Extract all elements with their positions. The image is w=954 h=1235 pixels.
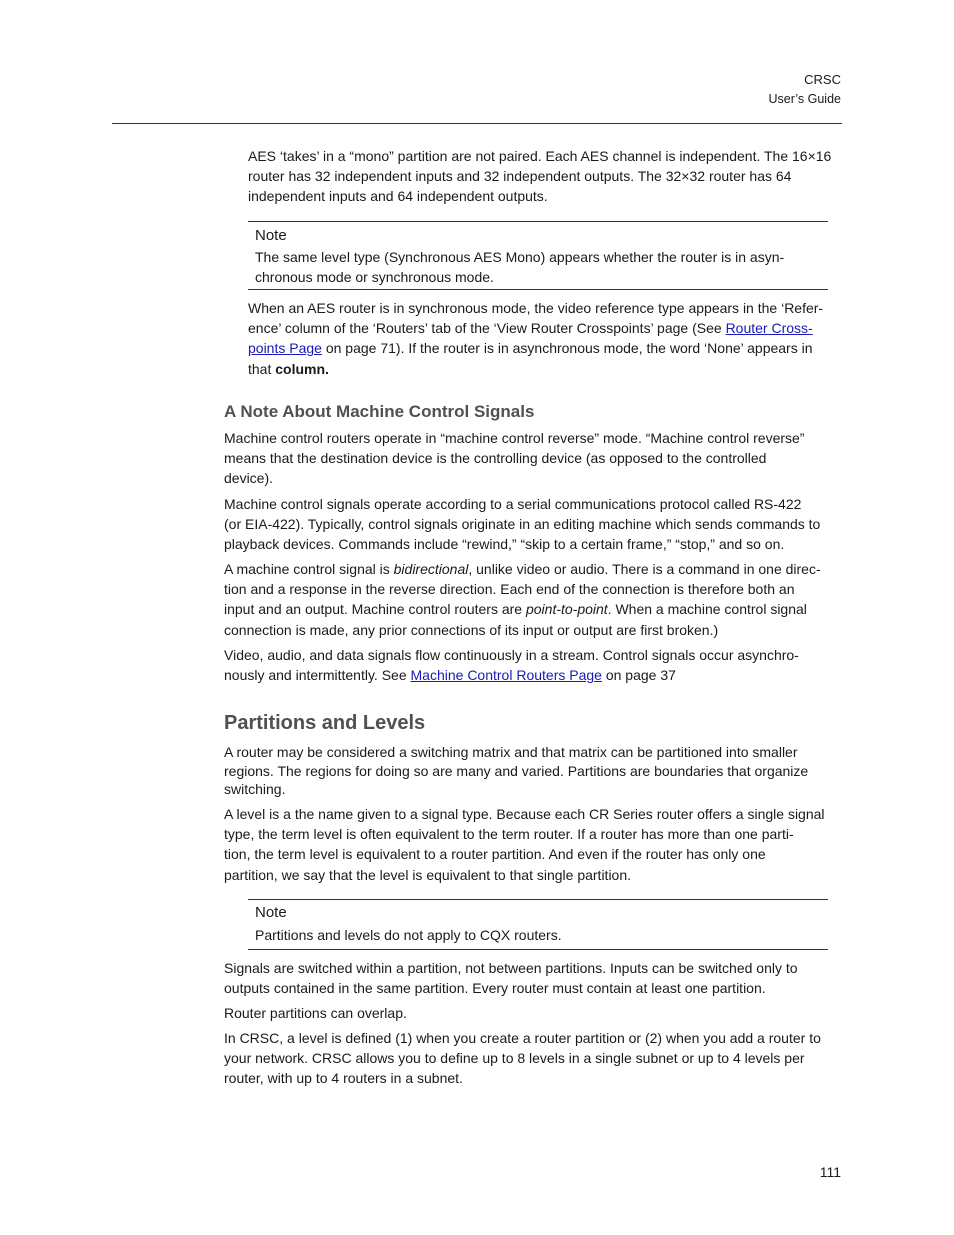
text-line: A router may be considered a switching matrix and that matrix can be partitioned into smaller [224, 744, 798, 760]
text-line [224, 559, 848, 579]
note-title: Note [255, 904, 287, 921]
partitions-paragraph-3 [224, 958, 848, 998]
machine-paragraph-2 [224, 494, 848, 555]
text-line: router, with up to 4 routers in a subnet. [224, 1070, 463, 1087]
text-line: your network. CRSC allows you to define up to 8 levels in a single subnet or up to 4 levels per [224, 1050, 805, 1067]
bold-text: column. [275, 360, 329, 377]
machine-control-routers-link[interactable]: Machine Control Routers Page [410, 667, 602, 684]
text-line: connection is made, any prior connections of its input or output are first broken.) [224, 621, 719, 638]
text-span: that [248, 360, 276, 377]
text-span: input and an output. Machine control routers are [224, 601, 526, 618]
partitions-paragraph-5 [224, 1028, 848, 1089]
text-line: AES ‘takes’ in a “mono” partition are not paired. Each AES channel is independent. The 16×16 [248, 148, 832, 164]
header-product: CRSC [804, 72, 841, 87]
text-line: Machine control signals operate according to a serial communications protocol called RS-422 [224, 496, 802, 512]
text-line: switching. [224, 781, 286, 797]
text-line: In CRSC, a level is defined (1) when you create a router partition or (2) when you add a router to [224, 1030, 821, 1046]
section-heading-machine-control: A Note About Machine Control Signals [224, 402, 535, 421]
text-span: . When a machine control signal [607, 601, 807, 618]
text-line: (or EIA-422). Typically, control signals originate in an editing machine which sends commands to [224, 516, 821, 533]
italic-text: point-to-point [525, 601, 608, 618]
header-rule [112, 123, 842, 124]
text-line [224, 599, 848, 619]
note-text: Partitions and levels do not apply to CQX routers. [255, 927, 562, 943]
text-span: nously and intermittently. See [224, 667, 411, 684]
italic-text: bidirectional [393, 561, 469, 577]
text-line: chronous mode or synchronous mode. [255, 268, 494, 285]
text-line: tion, the term level is equivalent to a router partition. And even if the router has only one [224, 846, 766, 863]
text-line: partition, we say that the level is equivalent to that single partition. [224, 866, 632, 883]
page-number: 111 [819, 1164, 841, 1180]
note-box [248, 221, 828, 290]
section-heading-partitions: Partitions and Levels [224, 712, 426, 734]
text-line [248, 359, 848, 379]
note-title: Note [255, 227, 287, 244]
note-box [248, 899, 828, 950]
machine-paragraph-3 [224, 559, 848, 640]
text-span: , unlike video or audio. There is a command in one direc- [468, 561, 821, 577]
text-span: on page 71). If the router is in asynchronous mode, the word ‘None’ appears in [321, 340, 813, 357]
text-span: A machine control signal is [224, 561, 394, 577]
partitions-paragraph-1 [224, 743, 848, 799]
text-line: type, the term level is often equivalent to the term router. If a router has more than one parti- [224, 826, 794, 843]
text-line: When an AES router is in synchronous mode, the video reference type appears in the ‘Refer- [248, 300, 824, 316]
aes-sync-paragraph [248, 298, 848, 379]
text-line [224, 665, 848, 685]
text-line: Video, audio, and data signals flow continuously in a stream. Control signals occur asynchro- [224, 647, 799, 663]
router-crosspoints-link-continued[interactable]: points Page [248, 340, 322, 357]
text-line [248, 338, 848, 358]
note-text [255, 248, 825, 287]
partitions-paragraph-4: Router partitions can overlap. [224, 1005, 407, 1021]
text-line: Signals are switched within a partition, not between partitions. Inputs can be switched only to [224, 960, 798, 976]
text-span: ence’ column of the ‘Routers’ tab of the ‘View Router Crosspoints’ page (See [248, 320, 726, 337]
text-line [248, 318, 848, 338]
text-line: regions. The regions for doing so are many and varied. Partitions are boundaries that organize [224, 762, 809, 779]
text-line: The same level type (Synchronous AES Mono) appears whether the router is in asyn- [255, 249, 785, 265]
text-line: device). [224, 470, 274, 487]
text-span: on page 37 [601, 667, 676, 684]
text-line: playback devices. Commands include “rewind,” “skip to a certain frame,” “stop,” and so on. [224, 536, 785, 553]
machine-paragraph-1 [224, 428, 848, 489]
header-guide-title: User’s Guide [768, 92, 841, 106]
text-line: router has 32 independent inputs and 32 independent outputs. The 32×32 router has 64 [248, 168, 792, 185]
text-line: independent inputs and 64 independent outputs. [248, 188, 548, 205]
text-line: Machine control routers operate in “machine control reverse” mode. “Machine control reverse” [224, 430, 805, 446]
partitions-paragraph-2 [224, 804, 848, 885]
text-line: outputs contained in the same partition. Every router must contain at least one partition. [224, 980, 766, 997]
text-line: tion and a response in the reverse direction. Each end of the connection is therefore both an [224, 581, 795, 598]
machine-paragraph-4 [224, 645, 848, 685]
aes-paragraph [248, 146, 848, 207]
text-line: means that the destination device is the controlling device (as opposed to the controlled [224, 450, 767, 467]
text-line: A level is a the name given to a signal type. Because each CR Series router offers a single signal [224, 806, 825, 822]
router-crosspoints-link[interactable]: Router Cross- [725, 320, 813, 337]
